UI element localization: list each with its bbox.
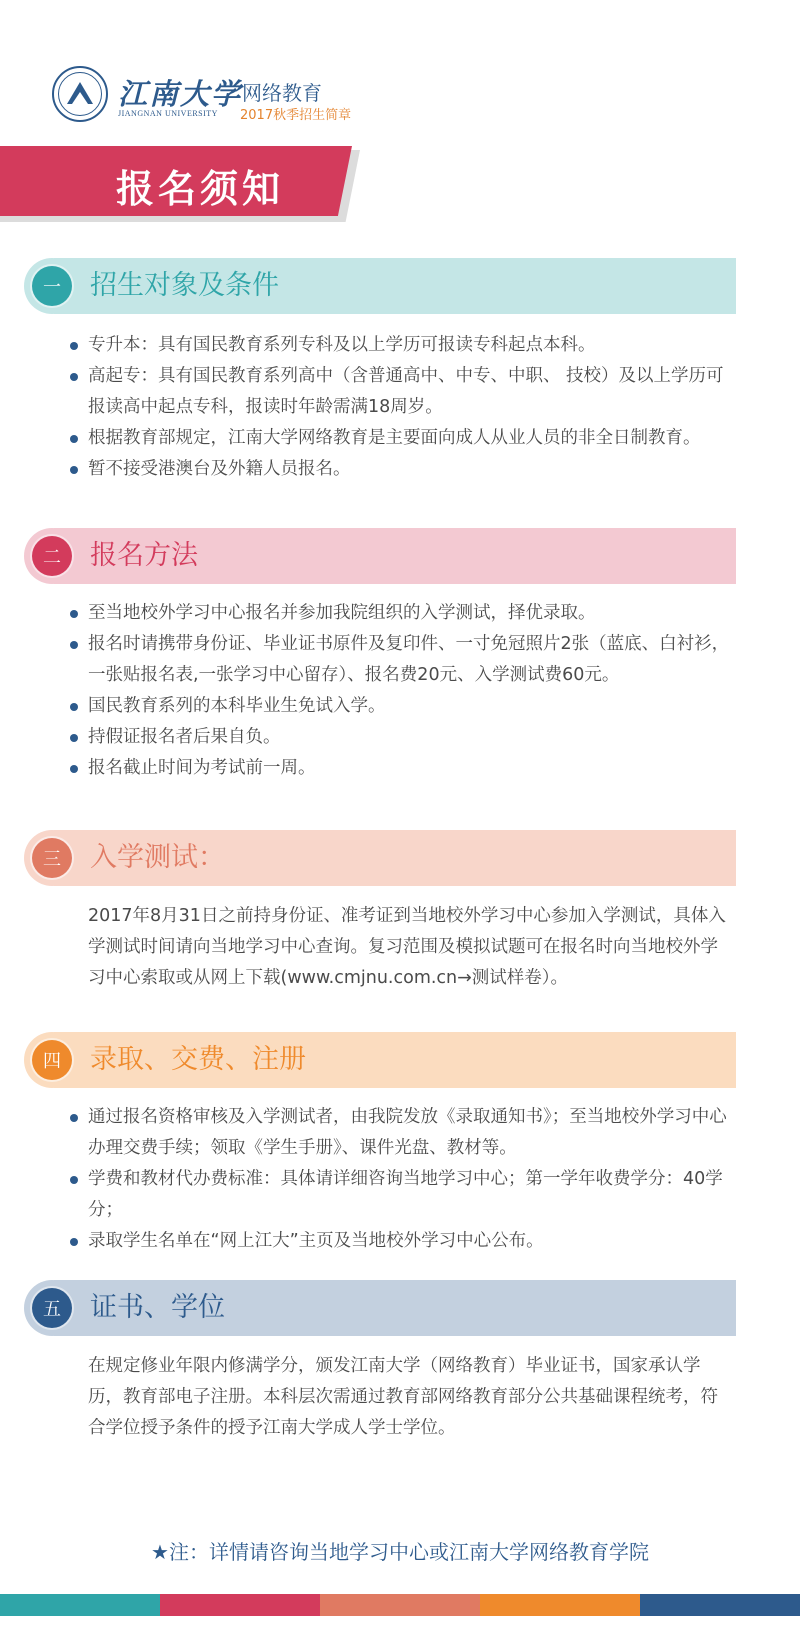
list-item: 报名截止时间为考试前一周。 <box>70 753 730 784</box>
section-title: 报名方法 <box>90 540 198 571</box>
stripe-salmon <box>320 1594 480 1616</box>
section-number-badge: 四 <box>30 1038 74 1082</box>
section-5-paragraph: 在规定修业年限内修满学分，颁发江南大学（网络教育）毕业证书，国家承认学历，教育部电子注册。本科层次需通过教育部网络教育部分公共基础课程统考，符合学位授予条件的授予江南大学成人学士学位。 <box>88 1356 718 1438</box>
brand-year-label: 2017秋季招生简章 <box>240 108 352 123</box>
section-header-2 <box>24 528 736 584</box>
list-item: 根据教育部规定，江南大学网络教育是主要面向成人从业人员的非全日制教育。 <box>70 423 730 454</box>
section-title: 录取、交费、注册 <box>90 1044 306 1075</box>
list-item: 通过报名资格审核及入学测试者，由我院发放《录取通知书》；至当地校外学习中心办理交费手续；领取《学生手册》、课件光盘、教材等。 <box>70 1102 730 1164</box>
section-number-badge: 三 <box>30 836 74 880</box>
section-number-badge: 二 <box>30 534 74 578</box>
stripe-orange <box>480 1594 640 1616</box>
list-item: 至当地校外学习中心报名并参加我院组织的入学测试，择优录取。 <box>70 598 730 629</box>
section-header-4 <box>24 1032 736 1088</box>
section-2-list <box>70 598 730 784</box>
section-header-3 <box>24 830 736 886</box>
section-1-list <box>70 330 730 485</box>
stripe-pink <box>160 1594 320 1616</box>
university-logo <box>52 66 108 122</box>
footer-color-stripes <box>0 1594 800 1616</box>
brand-subtitle: 网络教育 <box>242 81 322 105</box>
section-title: 证书、学位 <box>90 1292 225 1323</box>
section-number-badge: 五 <box>30 1286 74 1330</box>
list-item: 学费和教材代办费标准：具体请详细咨询当地学习中心；第一学年收费学分：40学分； <box>70 1164 730 1226</box>
section-header-1 <box>24 258 736 314</box>
footer-note: ★注：详情请咨询当地学习中心或江南大学网络教育学院 <box>151 1540 649 1564</box>
section-title: 入学测试： <box>90 842 225 873</box>
brand-name-cn: 江南大学 <box>118 77 243 111</box>
section-4-list <box>70 1102 730 1257</box>
section-title: 招生对象及条件 <box>90 270 279 301</box>
section-header-5 <box>24 1280 736 1336</box>
stripe-teal <box>0 1594 160 1616</box>
list-item: 报名时请携带身份证、毕业证书原件及复印件、一寸免冠照片2张（蓝底、白衬衫，一张贴报名表,一张学习中心留存）、报名费20元、入学测试费60元。 <box>70 629 730 691</box>
list-item: 暂不接受港澳台及外籍人员报名。 <box>70 454 730 485</box>
list-item: 录取学生名单在“网上江大”主页及当地校外学习中心公布。 <box>70 1226 730 1257</box>
brand-name-en: JIANGNAN UNIVERSITY <box>118 109 218 118</box>
section-3-paragraph: 2017年8月31日之前持身份证、准考证到当地校外学习中心参加入学测试，具体入学测试时间请向当地学习中心查询。复习范围及模拟试题可在报名时向当地校外学习中心索取或从网上下载(www.cmjnu.com.cn→测试样卷）。 <box>88 906 726 988</box>
list-item: 持假证报名者后果自负。 <box>70 722 730 753</box>
list-item: 国民教育系列的本科毕业生免试入学。 <box>70 691 730 722</box>
section-number-badge: 一 <box>30 264 74 308</box>
stripe-navy <box>640 1594 800 1616</box>
page-title: 报名须知 <box>116 167 285 211</box>
list-item: 专升本：具有国民教育系列专科及以上学历可报读专科起点本科。 <box>70 330 730 361</box>
list-item: 高起专：具有国民教育系列高中（含普通高中、中专、中职、 技校）及以上学历可报读高中起点专科，报读时年龄需满18周岁。 <box>70 361 730 423</box>
